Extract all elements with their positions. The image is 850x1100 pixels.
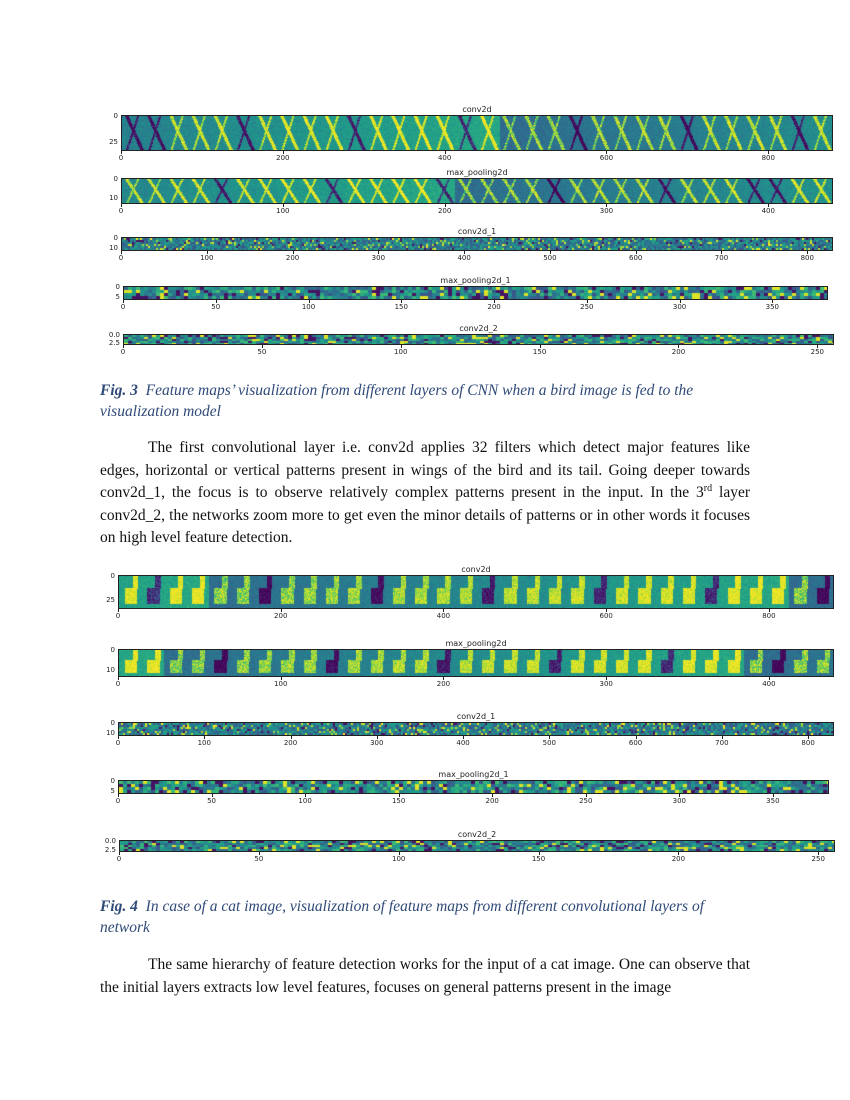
x-tick-label: 500 [542, 739, 556, 747]
x-tick-label: 350 [765, 303, 780, 311]
x-tick-label: 400 [762, 680, 776, 688]
y-tick-label: 25 [106, 596, 115, 605]
panel-title: max_pooling2d_1 [440, 276, 511, 285]
feature-map-strip [119, 840, 835, 852]
figure-3-label: Fig. 3 [100, 382, 138, 399]
y-tick-label: 0 [110, 572, 115, 580]
x-tick-label: 200 [276, 154, 290, 162]
y-tick-label: 10 [106, 666, 115, 675]
x-tick-label: 400 [457, 254, 471, 262]
panel-title: max_pooling2d [445, 639, 507, 648]
x-tick-label: 0 [118, 154, 124, 162]
x-tick-label: 200 [487, 303, 501, 311]
y-tick-label: 0 [115, 283, 120, 291]
y-tick-label: 0 [110, 646, 115, 654]
x-tick-label: 0 [120, 348, 126, 356]
panel-title: conv2d_1 [457, 227, 497, 236]
feature-map-strip [121, 115, 833, 151]
x-tick-label: 250 [811, 855, 825, 863]
x-tick-label: 600 [599, 154, 614, 162]
y-tick-label: 0 [113, 234, 118, 242]
x-tick-label: 400 [761, 207, 775, 215]
x-tick-label: 100 [298, 797, 312, 805]
y-tick-label: 0 [113, 112, 118, 120]
x-tick-label: 200 [436, 680, 451, 688]
x-tick-label: 400 [437, 154, 452, 162]
x-tick-label: 600 [629, 254, 643, 262]
x-tick-label: 200 [671, 348, 686, 356]
feature-map-strip [118, 780, 829, 794]
x-tick-label: 400 [436, 612, 451, 620]
x-tick-label: 0 [116, 855, 122, 863]
x-tick-label: 150 [532, 348, 547, 356]
x-tick-label: 0 [115, 680, 121, 688]
x-tick-label: 100 [301, 303, 316, 311]
figure-4-label: Fig. 4 [100, 898, 138, 915]
x-tick-label: 250 [580, 303, 594, 311]
y-tick-label: 2.5 [108, 338, 120, 347]
figure-4-caption-text: In case of a cat image, visualization of feature maps from different convolutional layers of network [100, 898, 705, 936]
x-tick-label: 200 [671, 855, 686, 863]
x-tick-label: 50 [254, 855, 264, 863]
x-tick-label: 0 [115, 739, 121, 747]
x-tick-label: 250 [810, 348, 825, 356]
x-tick-label: 800 [761, 154, 775, 162]
panel-title: conv2d_2 [459, 324, 498, 333]
paragraph-1-text-cont: layer conv2d_2, the networks zoom more to get even the minor details of patterns or in other words it focuses on high level feature detection. [100, 484, 750, 546]
x-tick-label: 200 [283, 739, 298, 747]
x-tick-label: 150 [531, 855, 546, 863]
x-tick-label: 200 [285, 254, 300, 262]
y-tick-label: 2.5 [104, 845, 116, 854]
x-tick-label: 300 [672, 303, 687, 311]
x-tick-label: 50 [257, 348, 267, 356]
panel-title: conv2d [461, 565, 491, 574]
x-tick-label: 0 [115, 612, 121, 620]
y-tick-label: 0.0 [104, 837, 116, 845]
x-tick-label: 250 [579, 797, 593, 805]
y-tick-label: 25 [109, 137, 118, 146]
y-tick-label: 10 [106, 729, 115, 738]
y-tick-label: 10 [109, 244, 118, 253]
feature-map-strip [123, 334, 834, 345]
feature-map-strip [118, 722, 834, 736]
x-tick-label: 150 [391, 797, 406, 805]
y-tick-label: 0.0 [108, 331, 120, 339]
figure-3-caption [100, 380, 750, 422]
paragraph-2 [100, 954, 750, 999]
x-tick-label: 100 [394, 348, 408, 356]
x-tick-label: 0 [118, 254, 124, 262]
x-tick-label: 200 [437, 207, 452, 215]
feature-map-strip [118, 649, 834, 677]
y-tick-label: 0 [110, 719, 115, 727]
x-tick-label: 300 [672, 797, 686, 805]
panel-title: conv2d_2 [457, 830, 497, 839]
x-tick-label: 700 [715, 739, 729, 747]
feature-map-strip [118, 575, 834, 609]
x-tick-label: 0 [118, 207, 124, 215]
x-tick-label: 100 [200, 254, 214, 262]
x-tick-label: 300 [599, 207, 614, 215]
feature-map-strip [123, 286, 828, 300]
x-tick-label: 50 [211, 303, 221, 311]
y-tick-label: 5 [110, 787, 115, 796]
x-tick-label: 800 [801, 739, 815, 747]
x-tick-label: 600 [599, 612, 613, 620]
x-tick-label: 100 [392, 855, 406, 863]
panel-title: max_pooling2d [446, 168, 508, 177]
feature-map-strip [121, 237, 833, 251]
x-tick-label: 300 [599, 680, 613, 688]
panel-title: conv2d [462, 105, 492, 114]
figure-4-caption [100, 896, 750, 938]
x-tick-label: 600 [628, 739, 643, 747]
y-tick-label: 5 [115, 293, 120, 302]
panel-title: max_pooling2d_1 [438, 770, 509, 779]
paragraph-1-sup: rd [703, 482, 713, 494]
y-tick-label: 0 [110, 777, 115, 785]
paragraph-2-text: The same hierarchy of feature detection works for the input of a cat image. One can observe that the initial layers extracts low level features, focuses on general patterns present in the image [100, 956, 750, 996]
x-tick-label: 400 [456, 739, 470, 747]
y-tick-label: 0 [113, 175, 118, 183]
x-tick-label: 150 [394, 303, 408, 311]
x-tick-label: 300 [370, 739, 384, 747]
x-tick-label: 100 [274, 680, 288, 688]
x-tick-label: 800 [762, 612, 776, 620]
x-tick-label: 800 [800, 254, 814, 262]
x-tick-label: 700 [714, 254, 729, 262]
x-tick-label: 100 [197, 739, 211, 747]
x-tick-label: 200 [274, 612, 288, 620]
x-tick-label: 0 [120, 303, 126, 311]
paragraph-1-text: The first convolutional layer i.e. conv2d applies 32 filters which detect major features like edges, horizontal or vertical patterns present in wings of the bird and its tail. Going deeper towards conv2d_1, the focus is to observe relatively complex patterns present in the input. In the 3 [100, 439, 750, 501]
paragraph-1 [100, 437, 750, 550]
x-tick-label: 300 [371, 254, 386, 262]
x-tick-label: 350 [766, 797, 780, 805]
panel-title: conv2d_1 [456, 712, 496, 721]
y-tick-label: 10 [109, 193, 118, 202]
figure-3-caption-text: Feature maps’ visualization from different layers of CNN when a bird image is fed to the visualization model [100, 382, 694, 420]
x-tick-label: 500 [543, 254, 557, 262]
x-tick-label: 50 [207, 797, 217, 805]
x-tick-label: 100 [276, 207, 290, 215]
x-tick-label: 0 [115, 797, 121, 805]
feature-map-strip [121, 178, 833, 204]
x-tick-label: 200 [485, 797, 499, 805]
